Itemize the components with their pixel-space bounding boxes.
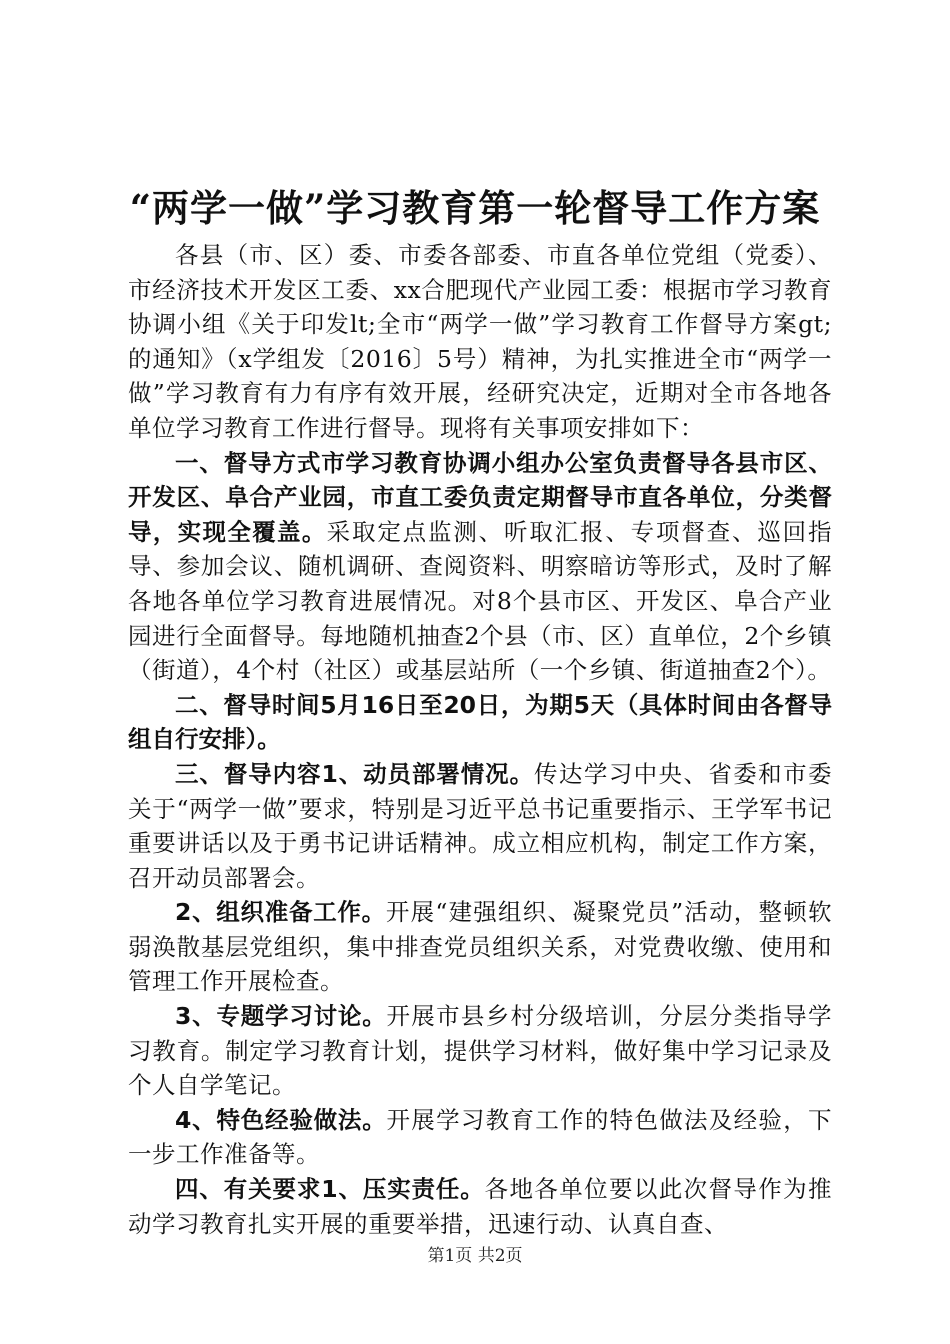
paragraph-text: 开展“建强组织、凝聚党员”活动，整顿软弱涣散基层党组织，集中排查党员组织关系，对党费收缴、使用和管理工作开展检查。 (128, 898, 832, 996)
paragraph-text: 开展市县乡村分级培训，分层分类指导学习教育。制定学习教育计划，提供学习材料，做好集中学习记录及个人自学笔记。 (128, 1002, 832, 1100)
paragraph-text: 各县（市、区）委、市委各部委、市直各单位党组（党委）、市经济技术开发区工委、xx合肥现代产业园工委：根据市学习教育协调小组《关于印发lt;全市“两学一做”学习教育工作督导方案gt;的通知》（x学组发〔2016〕5号）精神，为扎实推进全市“两学一做”学习教育有力有序有效开展，经研究决定，近期对全市各地各单位学习教育工作进行督导。现将有关事项安排如下： (128, 241, 832, 442)
paragraph-section-2 (128, 688, 832, 757)
paragraph-intro (128, 238, 832, 446)
paragraph-section-4 (128, 1172, 832, 1241)
page-number-footer: 第1页 共2页 (427, 1246, 523, 1266)
paragraph-lead: 2、组织准备工作。 (175, 898, 386, 927)
paragraph-lead: 4、特色经验做法。 (175, 1105, 387, 1134)
paragraph-text: 传达学习中央、省委和市委关于“两学一做”要求，特别是习近平总书记重要指示、王学军书记重要讲话以及于勇书记讲话精神。成立相应机构，制定工作方案，召开动员部署会。 (128, 759, 833, 892)
paragraph-item-4 (128, 1103, 832, 1172)
paragraph-item-3 (128, 999, 832, 1103)
paragraph-section-3 (128, 757, 832, 895)
paragraph-item-2 (128, 895, 832, 999)
paragraph-text: 采取定点监测、听取汇报、专项督查、巡回指导、参加会议、随机调研、查阅资料、明察暗访等形式，及时了解各地各单位学习教育进展情况。对8个县市区、开发区、阜合产业园进行全面督导。每地随机抽查2个县（市、区）直单位，2个乡镇（街道），4个村（社区）或基层站所（一个乡镇、街道抽查2个）。 (128, 517, 833, 685)
paragraph-section-1 (128, 446, 832, 688)
paragraph-text: 开展学习教育工作的特色做法及经验，下一步工作准备等。 (128, 1105, 832, 1169)
paragraph-lead: 二、督导时间5月16日至20日，为期5天（具体时间由各督导组自行安排）。 (128, 690, 832, 754)
paragraph-lead: 四、有关要求1、压实责任。 (175, 1175, 485, 1204)
paragraph-lead: 三、督导内容1、动员部署情况。 (175, 759, 534, 788)
paragraph-lead: 一、督导方式市学习教育协调小组办公室负责督导各县市区、开发区、阜合产业园，市直工委负责定期督导市直各单位，分类督导，实现全覆盖。 (128, 448, 832, 546)
paragraph-lead: 3、专题学习讨论。 (175, 1002, 387, 1031)
paragraph-text: 各地各单位要以此次督导作为推动学习教育扎实开展的重要举措，迅速行动、认真自查、 (128, 1175, 832, 1238)
document-title: “两学一做”学习教育第一轮督导工作方案 (129, 186, 821, 230)
document-body (128, 238, 832, 1241)
